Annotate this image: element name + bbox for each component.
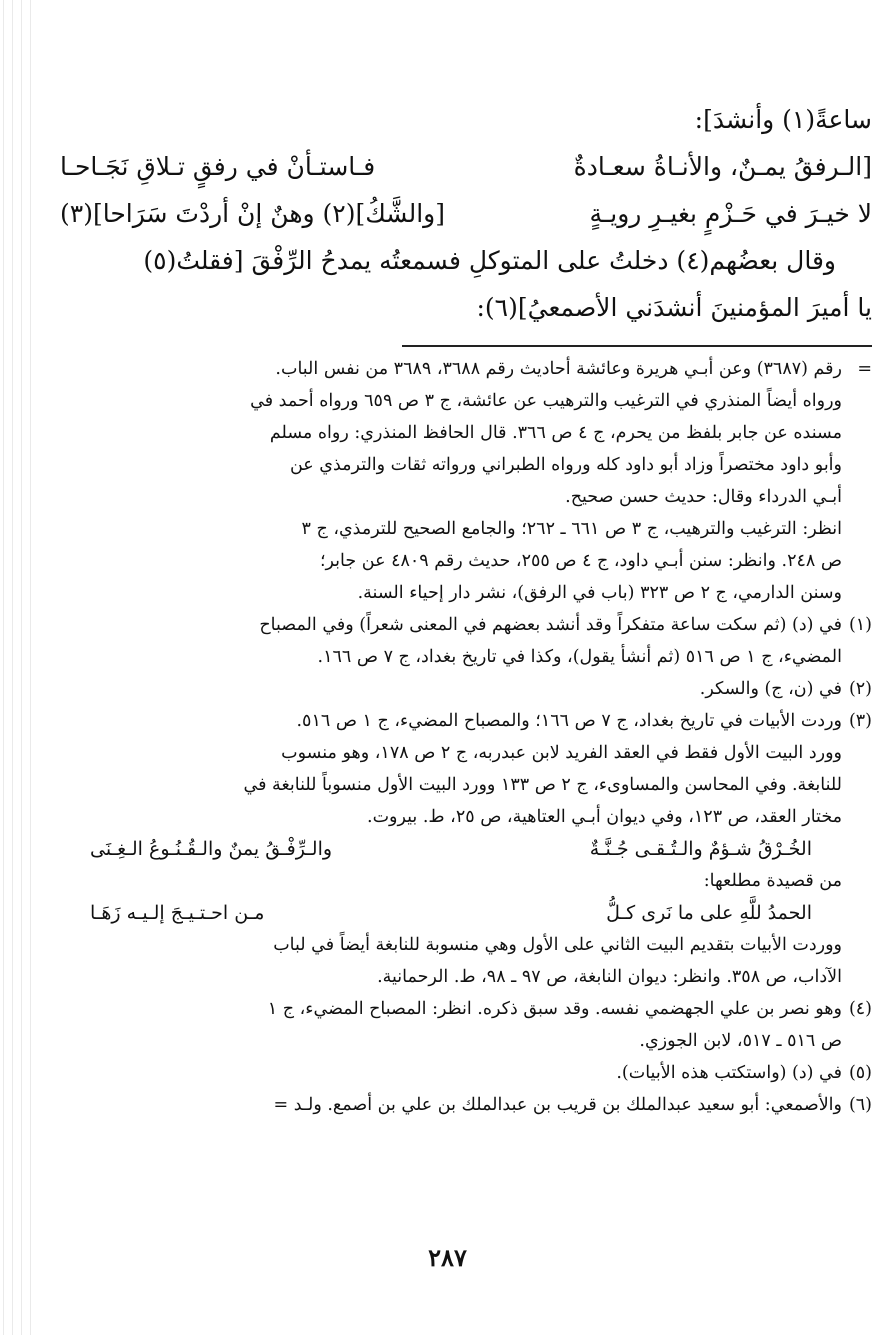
footnote-line: ص ٢٤٨. وانظر: سنن أبـي داود، ج ٤ ص ٢٥٥، حديث رقم ٤٨٠٩ عن جابر؛ (319, 551, 842, 571)
footnote-mark: (٢) (848, 679, 872, 699)
footnote-line: من قصيدة مطلعها: (703, 871, 842, 891)
verse-2-right-hemistich: لا خيـرَ في حَـزْمٍ بغيـرِ رويـةٍ (589, 199, 872, 228)
footnote-line: في (د) (واستكتب هذه الأبيات). (616, 1063, 842, 1083)
page-number: ٢٨٧ (428, 1243, 467, 1272)
footnote-2 (60, 673, 872, 705)
footnote-line: رقم (٣٦٨٧) وعن أبـي هريرة وعائشة أحاديث رقم ٣٦٨٨، ٣٦٨٩ من نفس الباب. (275, 359, 842, 379)
main-line-3: يا أميرَ المؤمنينَ أنشدَني الأصمعيُ](٦): (476, 293, 872, 322)
poem-verse-1 (60, 143, 872, 190)
footnote-3 (60, 705, 872, 993)
main-line-1: ساعةً(١) وأنشدَ]: (694, 105, 872, 134)
footnote-verse-2-left: مـن احـتـيـجَ إلـيـه زَهَـا (90, 902, 265, 924)
footnote-mark: (١) (848, 615, 872, 635)
footnote-line: انظر: الترغيب والترهيب، ج ٣ ص ٦٦١ ـ ٢٦٢؛ والجامع الصحيح للترمذي، ج ٣ (301, 519, 842, 539)
verse-1-right-hemistich: [الـرفقُ يمـنٌ، والأنـاةُ سعـادةٌ (573, 152, 872, 181)
footnote-line: ورواه أيضاً المنذري في الترغيب والترهيب عن عائشة، ج ٣ ص ٦٥٩ ورواه أحمد في (250, 391, 842, 411)
footnote-mark: (٤) (848, 999, 872, 1019)
footnote-line: المضيء، ج ١ ص ٥١٦ (ثم أنشأ يقول)، وكذا في تاريخ بغداد، ج ٧ ص ١٦٦. (317, 647, 842, 667)
page-content (60, 96, 872, 1296)
footnote-1 (60, 609, 872, 673)
poem-verse-2 (60, 190, 872, 237)
main-line-2: وقال بعضُهم(٤) دخلتُ على المتوكلِ فسمعتُه يمدحُ الرِّفْقَ [فقلتُ(٥) (143, 246, 836, 275)
footnote-line: وورد البيت الأول فقط في العقد الفريد لابن عبدربه، ج ٢ ص ١٧٨، وهو منسوب (281, 743, 842, 763)
footnote-line: ووردت الأبيات بتقديم البيت الثاني على الأول وهي منسوبة للنابغة أيضاً في لباب (273, 935, 842, 955)
footnote-verse-2 (60, 897, 842, 929)
footnote-verse-1-left: والـرِّفْـقُ يمنٌ والـقُـنُـوعُ الـغِـنَى (90, 838, 333, 860)
footnote-line: للنابغة. وفي المحاسن والمساوىء، ج ٢ ص ١٣٣ وورد البيت الأول منسوباً للنابغة في (243, 775, 842, 795)
footnote-5 (60, 1057, 872, 1089)
scan-edge (0, 0, 34, 1335)
footnote-continued (60, 353, 872, 609)
footnotes (60, 353, 872, 1121)
footnote-line: ص ٥١٦ ـ ٥١٧، لابن الجوزي. (639, 1031, 842, 1051)
footnote-mark: (٣) (848, 711, 872, 731)
footnote-line: والأصمعي: أبو سعيد عبدالملك بن قريب بن عبدالملك بن علي بن أصمع. ولـد = (273, 1095, 842, 1115)
footnote-mark: (٦) (848, 1095, 872, 1115)
footnote-line: وهو نصر بن علي الجهضمي نفسه. وقد سبق ذكره. انظر: المصباح المضيء، ج ١ (267, 999, 842, 1019)
footnote-6 (60, 1089, 872, 1121)
footnote-line: الآداب، ص ٣٥٨. وانظر: ديوان النابغة، ص ٩٧ ـ ٩٨، ط. الرحمانية. (377, 967, 842, 987)
footnote-verse-2-right: الحمدُ للَّهِ على ما نَرى كـلُّ (606, 902, 812, 924)
main-text (60, 96, 872, 331)
verse-2-left-hemistich: [والشَّكُ](٢) وهنٌ إنْ أردْتَ سَرَاحا](٣) (60, 199, 446, 228)
footnote-line: وسنن الدارمي، ج ٢ ص ٣٢٣ (باب في الرفق)، نشر دار إحياء السنة. (357, 583, 842, 603)
footnote-mark: (٥) (848, 1063, 872, 1083)
footnote-4 (60, 993, 872, 1057)
footnote-line: في (ن، ج) والسكر. (699, 679, 842, 699)
footnote-line: في (د) (ثم سكت ساعة متفكراً وقد أنشد بعضهم في المعنى شعراً) وفي المصباح (259, 615, 842, 635)
footnote-line: أبـي الدرداء وقال: حديث حسن صحيح. (565, 487, 842, 507)
footnote-verse-1-right: الخُـرْقُ شـؤمٌ والـتُـقـى جُـنَّـةٌ (589, 838, 812, 860)
footnote-line: وأبو داود مختصراً وزاد أبو داود كله ورواه الطبراني ورواته ثقات والترمذي عن (289, 455, 842, 475)
footnote-separator (402, 345, 872, 347)
footnote-verse-1 (60, 833, 842, 865)
footnote-line: وردت الأبيات في تاريخ بغداد، ج ٧ ص ١٦٦؛ والمصباح المضيء، ج ١ ص ٥١٦. (296, 711, 842, 731)
footnote-line: مختار العقد، ص ١٢٣، وفي ديوان أبـي العتاهية، ص ٢٥، ط. بيروت. (367, 807, 842, 827)
footnote-mark: = (857, 359, 872, 379)
footnote-line: مسنده عن جابر بلفظ من يحرم، ج ٤ ص ٣٦٦. قال الحافظ المنذري: رواه مسلم (269, 423, 842, 443)
verse-1-left-hemistich: فـاستـأنْ في رفقٍ تـلاقِ نَجَـاحـا (60, 152, 376, 181)
